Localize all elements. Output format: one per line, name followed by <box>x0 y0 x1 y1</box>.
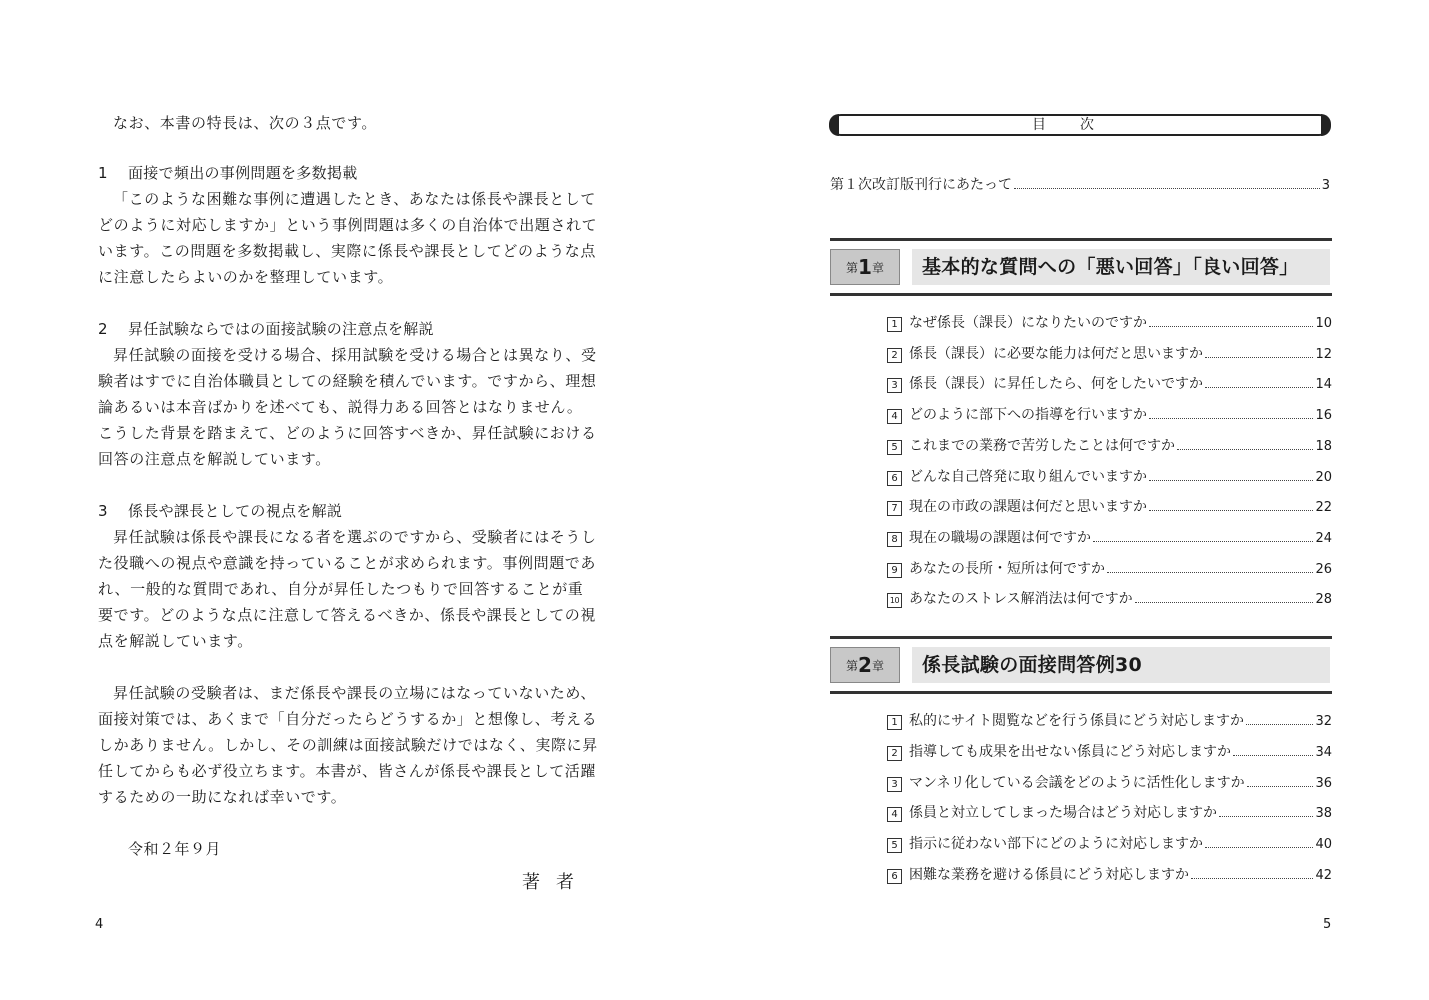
feature-section-3 <box>98 498 598 654</box>
section-body: 昇任試験の面接を受ける場合、採用試験を受ける場合とは異なり、受験者はすでに自治体職員としての経験を積んでいます。ですから、理想論あるいは本音ばかりを述べても、説得力ある回答とはなりません。こうした背景を踏まえて、どのように回答すべきか、昇任試験における回答の注意点を解説しています。 <box>98 346 597 468</box>
item-number-box: 2 <box>887 348 902 363</box>
section-heading <box>98 498 598 524</box>
item-number-box: 8 <box>887 532 902 547</box>
leader-dots <box>1149 325 1313 327</box>
leader-dots <box>1219 815 1313 817</box>
chapter-title: 基本的な質問への「悪い回答」「良い回答」 <box>912 249 1330 285</box>
chapter-rule-bottom <box>830 691 1332 694</box>
toc-item[interactable] <box>887 802 1332 822</box>
toc-page-number: 42 <box>1315 868 1332 883</box>
item-number-box: 6 <box>887 471 902 486</box>
closing-text: 昇任試験の受験者は、まだ係長や課長の立場にはなっていないため、面接対策では、あくまで「自分だったらどうするか」と想像し、考えるしかありません。しかし、その訓練は面接試験だけではなく、実際に昇任してからも必ず役立ちます。本書が、皆さんが係長や課長として活躍するための一助になれば幸いです。 <box>98 684 598 806</box>
toc-page-number: 14 <box>1315 377 1332 393</box>
leader-dots <box>1014 187 1320 189</box>
toc-item-label: 私的にサイト閲覧などを行う係員にどう対応しますか <box>909 713 1245 729</box>
item-number-box: 1 <box>887 317 902 332</box>
toc-item-label: あなたのストレス解消法は何ですか <box>909 591 1133 608</box>
toc-page-number: 16 <box>1315 408 1332 424</box>
toc-item-label: 係長（課長）に昇任したら、何をしたいですか <box>909 376 1203 393</box>
toc-page-number: 24 <box>1315 530 1332 546</box>
leader-dots <box>1205 386 1313 388</box>
toc-item-label: 困難な業務を避ける係員にどう対応しますか <box>909 867 1189 883</box>
chapter-number: 1 <box>858 255 872 279</box>
item-number-box: 4 <box>887 409 902 424</box>
chapter-number: 2 <box>858 653 872 677</box>
date-line: 令和２年９月 <box>128 840 222 858</box>
item-number-box: 10 <box>887 593 902 608</box>
chapter-1-header <box>830 238 1332 296</box>
feature-section-1 <box>98 160 598 290</box>
page-number-right: 5 <box>1323 917 1332 932</box>
toc-item[interactable] <box>887 527 1332 547</box>
chapter-2-header <box>830 636 1332 694</box>
leader-dots <box>1191 877 1313 879</box>
section-body: 昇任試験は係長や課長になる者を選ぶのですから、受験者にはそうした役職への視点や意識を持っていることが求められます。事例問題であれ、一般的な質問であれ、自分が昇任したつもりで回答することが重要です。どのような点に注意して答えるべきか、係長や課長としての視点を解説しています。 <box>98 528 597 650</box>
chapter-title: 係長試験の面接問答例30 <box>912 647 1330 683</box>
chapter-prefix: 第 <box>846 659 859 673</box>
toc-item[interactable] <box>887 864 1332 884</box>
item-number-box: 3 <box>887 777 902 792</box>
toc-item-label: 指示に従わない部下にどのように対応しますか <box>909 836 1203 853</box>
right-page <box>715 0 1429 1000</box>
toc-item[interactable] <box>887 404 1332 424</box>
toc-item-label: なぜ係長（課長）になりたいのですか <box>909 315 1147 331</box>
leader-dots <box>1246 723 1313 725</box>
toc-item-label: 現在の職場の課題は何ですか <box>909 529 1091 546</box>
toc-item[interactable] <box>887 435 1332 455</box>
item-number-box: 2 <box>887 746 902 761</box>
chapter-suffix: 章 <box>871 659 884 673</box>
section-heading-text: 昇任試験ならではの面接試験の注意点を解説 <box>128 320 434 338</box>
leader-dots <box>1247 785 1314 787</box>
chapter-suffix: 章 <box>871 261 884 275</box>
item-number-box: 6 <box>887 869 902 884</box>
item-number-box: 4 <box>887 807 902 822</box>
item-number-box: 5 <box>887 838 902 853</box>
chapter-prefix: 第 <box>846 261 859 275</box>
item-number-box: 7 <box>887 501 902 516</box>
toc-item[interactable] <box>887 373 1332 393</box>
leader-dots <box>1149 417 1313 419</box>
toc-item-label: 指導しても成果を出せない係員にどう対応しますか <box>909 743 1231 760</box>
item-number-box: 5 <box>887 440 902 455</box>
toc-item[interactable] <box>887 558 1332 578</box>
section-number: 2 <box>98 320 108 338</box>
toc-item-label: どんな自己啓発に取り組んでいますか <box>909 468 1147 485</box>
item-number-box: 1 <box>887 715 902 730</box>
toc-preface-label: 第１次改訂版刊行にあたって <box>830 177 1012 193</box>
leader-dots <box>1149 509 1313 511</box>
toc-page-number: 40 <box>1315 837 1332 853</box>
toc-item-label: マンネリ化している会議をどのように活性化しますか <box>909 774 1245 791</box>
section-number: 1 <box>98 164 108 182</box>
toc-preface-row[interactable] <box>830 174 1330 194</box>
toc-page-number: 38 <box>1315 806 1332 822</box>
toc-item[interactable] <box>887 710 1332 730</box>
toc-page-number: 26 <box>1315 561 1332 577</box>
leader-dots <box>1177 448 1313 450</box>
toc-page-number: 18 <box>1315 438 1332 454</box>
toc-page-number: 3 <box>1321 178 1330 193</box>
toc-item[interactable] <box>887 466 1332 486</box>
page-number-left: 4 <box>95 917 104 932</box>
chapter-label <box>830 647 900 683</box>
section-heading-text: 係長や課長としての視点を解説 <box>128 502 343 520</box>
toc-item-label: 係長（課長）に必要な能力は何だと思いますか <box>909 345 1203 362</box>
section-number: 3 <box>98 502 108 520</box>
leader-dots <box>1233 754 1313 756</box>
toc-page-number: 10 <box>1315 316 1332 331</box>
toc-page-number: 36 <box>1315 775 1332 791</box>
toc-item[interactable] <box>887 741 1332 761</box>
intro-text: なお、本書の特長は、次の３点です。 <box>113 114 378 132</box>
toc-item-label: あなたの長所・短所は何ですか <box>909 560 1105 577</box>
toc-item-label: 現在の市政の課題は何だと思いますか <box>909 499 1147 516</box>
toc-page-number: 32 <box>1315 714 1332 729</box>
item-number-box: 9 <box>887 563 902 578</box>
toc-item-label: どのように部下への指導を行いますか <box>909 407 1147 424</box>
toc-item[interactable] <box>887 343 1332 363</box>
toc-item[interactable] <box>887 588 1332 608</box>
chapter-rule-top <box>830 636 1332 639</box>
section-heading <box>98 316 598 342</box>
leader-dots <box>1205 846 1313 848</box>
left-page <box>0 0 714 1000</box>
chapter-rule-top <box>830 238 1332 241</box>
toc-title: 目次 <box>830 114 1330 136</box>
feature-section-2 <box>98 316 598 472</box>
chapter-label <box>830 249 900 285</box>
toc-page-number: 12 <box>1315 346 1332 362</box>
section-body: 「このような困難な事例に遭遇したとき、あなたは係長や課長としてどのように対応しますか」という事例問題は多くの自治体で出題されています。この問題を多数掲載し、実際に係長や課長としてどのような点に注意したらよいのかを整理しています。 <box>98 190 598 286</box>
toc-item[interactable] <box>887 312 1332 332</box>
toc-item[interactable] <box>887 833 1332 853</box>
toc-item-label: 係員と対立してしまった場合はどう対応しますか <box>909 805 1217 822</box>
toc-page-number: 28 <box>1315 592 1332 608</box>
leader-dots <box>1135 601 1314 603</box>
leader-dots <box>1149 479 1313 481</box>
toc-item[interactable] <box>887 772 1332 792</box>
author-signature: 著者 <box>522 872 590 893</box>
section-heading-text: 面接で頻出の事例問題を多数掲載 <box>128 164 358 182</box>
toc-item[interactable] <box>887 496 1332 516</box>
item-number-box: 3 <box>887 378 902 393</box>
toc-page-number: 20 <box>1315 469 1332 485</box>
leader-dots <box>1107 571 1313 573</box>
toc-page-number: 34 <box>1315 744 1332 760</box>
leader-dots <box>1205 356 1313 358</box>
chapter-rule-bottom <box>830 293 1332 296</box>
toc-item-label: これまでの業務で苦労したことは何ですか <box>909 437 1175 454</box>
section-heading <box>98 160 598 186</box>
leader-dots <box>1093 540 1313 542</box>
toc-page-number: 22 <box>1315 500 1332 516</box>
